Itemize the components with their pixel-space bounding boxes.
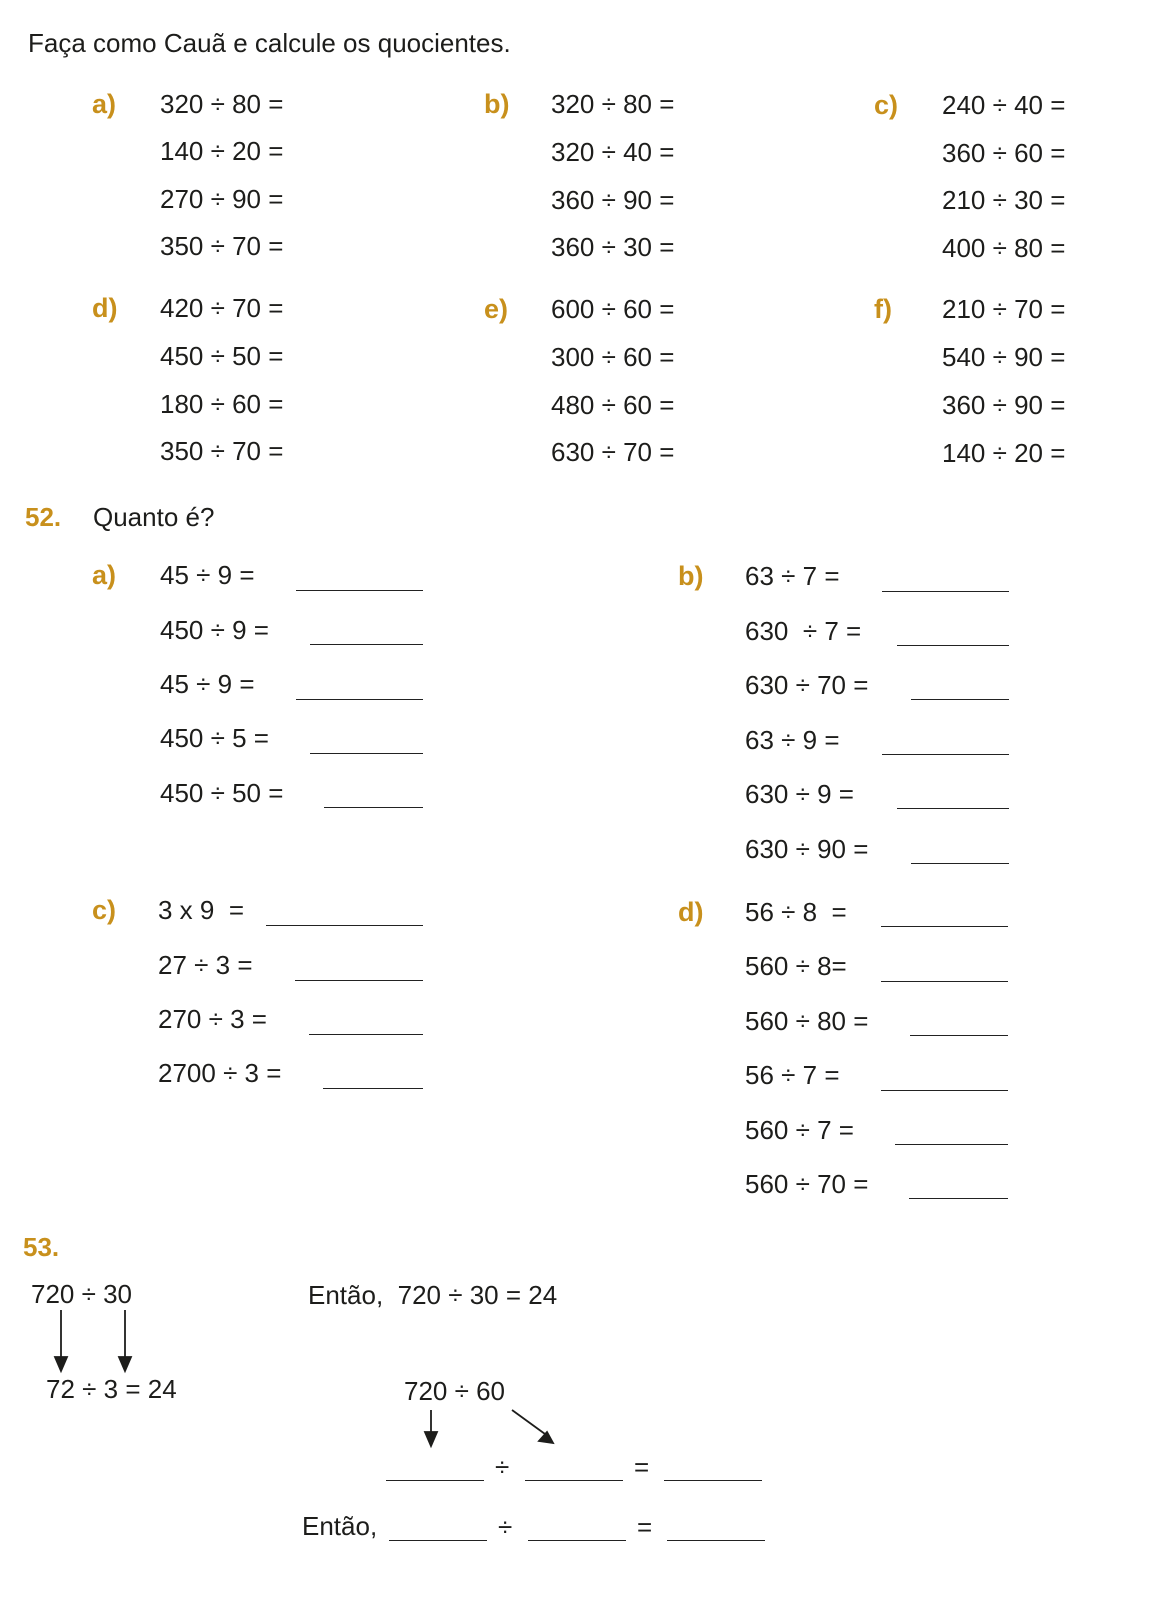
intro-instruction: Faça como Cauã e calcule os quocientes. <box>28 28 511 58</box>
expression: 560 ÷ 80 = <box>745 1006 869 1036</box>
expression: 360 ÷ 30 = <box>551 232 675 262</box>
answer-blank[interactable] <box>389 1540 487 1541</box>
example-expression: 720 ÷ 30 <box>31 1279 133 1309</box>
entao-label: Então, <box>302 1511 378 1541</box>
expression: 240 ÷ 40 = <box>942 90 1066 120</box>
expression: 560 ÷ 8= <box>745 951 847 981</box>
expression: 450 ÷ 5 = <box>160 723 269 753</box>
expression: 140 ÷ 20 = <box>942 438 1066 468</box>
answer-blank[interactable] <box>910 1035 1008 1036</box>
example-result: 72 ÷ 3 = 24 <box>46 1374 177 1404</box>
expression: 56 ÷ 7 = <box>745 1060 840 1090</box>
answer-blank[interactable] <box>664 1480 762 1481</box>
example-conclusion: Então, 720 ÷ 30 = 24 <box>308 1280 558 1310</box>
equals-sign: = <box>634 1452 650 1482</box>
arrow-diagonal-icon <box>512 1410 545 1434</box>
expression: 540 ÷ 90 = <box>942 342 1066 372</box>
expression: 630 ÷ 9 = <box>745 779 854 809</box>
arrow-head-icon <box>539 1432 553 1443</box>
exercise-number-52: 52. <box>25 502 62 532</box>
expression: 480 ÷ 60 = <box>551 390 675 420</box>
task-expression: 720 ÷ 60 <box>404 1376 506 1406</box>
answer-blank[interactable] <box>897 645 1009 646</box>
answer-blank[interactable] <box>881 926 1008 927</box>
answer-blank[interactable] <box>909 1198 1008 1199</box>
answer-blank[interactable] <box>310 644 423 645</box>
answer-blank[interactable] <box>386 1480 484 1481</box>
group-label-d: d) <box>678 897 704 927</box>
answer-blank[interactable] <box>296 699 423 700</box>
expression: 630 ÷ 70 = <box>551 437 675 467</box>
group-label-b: b) <box>678 561 704 591</box>
expression: 63 ÷ 7 = <box>745 561 840 591</box>
answer-blank[interactable] <box>525 1480 623 1481</box>
expression: 320 ÷ 80 = <box>160 89 284 119</box>
group-label-f: f) <box>874 294 892 324</box>
expression: 270 ÷ 90 = <box>160 184 284 214</box>
expression: 210 ÷ 30 = <box>942 185 1066 215</box>
answer-blank[interactable] <box>911 863 1009 864</box>
equals-sign: = <box>637 1512 653 1542</box>
group-label-c: c) <box>874 90 899 120</box>
answer-blank[interactable] <box>266 925 423 926</box>
expression: 560 ÷ 70 = <box>745 1169 869 1199</box>
expression: 45 ÷ 9 = <box>160 669 255 699</box>
expression: 630 ÷ 70 = <box>745 670 869 700</box>
answer-blank[interactable] <box>296 590 423 591</box>
expression: 45 ÷ 9 = <box>160 560 255 590</box>
expression: 350 ÷ 70 = <box>160 231 284 261</box>
answer-blank[interactable] <box>309 1034 423 1035</box>
group-label-c: c) <box>92 895 117 925</box>
arrow-head-icon <box>119 1357 131 1371</box>
answer-blank[interactable] <box>310 753 423 754</box>
answer-blank[interactable] <box>528 1540 626 1541</box>
expression: 360 ÷ 90 = <box>942 390 1066 420</box>
expression: 270 ÷ 3 = <box>158 1004 267 1034</box>
answer-blank[interactable] <box>911 699 1009 700</box>
expression: 350 ÷ 70 = <box>160 436 284 466</box>
expression: 450 ÷ 9 = <box>160 615 269 645</box>
expression: 450 ÷ 50 = <box>160 341 284 371</box>
division-sign: ÷ <box>495 1452 510 1482</box>
expression: 560 ÷ 7 = <box>745 1115 854 1145</box>
group-label-a: a) <box>92 560 117 590</box>
expression: 56 ÷ 8 = <box>745 897 847 927</box>
answer-blank[interactable] <box>881 1090 1008 1091</box>
expression: 140 ÷ 20 = <box>160 136 284 166</box>
expression: 630 ÷ 90 = <box>745 834 869 864</box>
expression: 210 ÷ 70 = <box>942 294 1066 324</box>
expression: 320 ÷ 80 = <box>551 89 675 119</box>
expression: 320 ÷ 40 = <box>551 137 675 167</box>
expression: 3 x 9 = <box>158 895 244 925</box>
exercise-title-52: Quanto é? <box>93 502 215 532</box>
answer-blank[interactable] <box>881 981 1008 982</box>
group-label-d: d) <box>92 293 118 323</box>
expression: 300 ÷ 60 = <box>551 342 675 372</box>
answer-blank[interactable] <box>895 1144 1008 1145</box>
answer-blank[interactable] <box>882 591 1009 592</box>
answer-blank[interactable] <box>897 808 1009 809</box>
division-sign: ÷ <box>498 1512 513 1542</box>
expression: 360 ÷ 60 = <box>942 138 1066 168</box>
answer-blank[interactable] <box>667 1540 765 1541</box>
expression: 63 ÷ 9 = <box>745 725 840 755</box>
arrow-head-icon <box>425 1432 437 1446</box>
answer-blank[interactable] <box>882 754 1009 755</box>
group-label-e: e) <box>484 294 509 324</box>
group-label-a: a) <box>92 89 117 119</box>
expression: 420 ÷ 70 = <box>160 293 284 323</box>
expression: 360 ÷ 90 = <box>551 185 675 215</box>
expression: 600 ÷ 60 = <box>551 294 675 324</box>
exercise-number-53: 53. <box>23 1232 60 1262</box>
expression: 27 ÷ 3 = <box>158 950 253 980</box>
group-label-b: b) <box>484 89 510 119</box>
answer-blank[interactable] <box>324 807 423 808</box>
arrow-head-icon <box>55 1357 67 1371</box>
expression: 180 ÷ 60 = <box>160 389 284 419</box>
answer-blank[interactable] <box>323 1088 423 1089</box>
expression: 450 ÷ 50 = <box>160 778 284 808</box>
expression: 400 ÷ 80 = <box>942 233 1066 263</box>
expression: 630 ÷ 7 = <box>745 616 862 646</box>
answer-blank[interactable] <box>295 980 423 981</box>
expression: 2700 ÷ 3 = <box>158 1058 282 1088</box>
